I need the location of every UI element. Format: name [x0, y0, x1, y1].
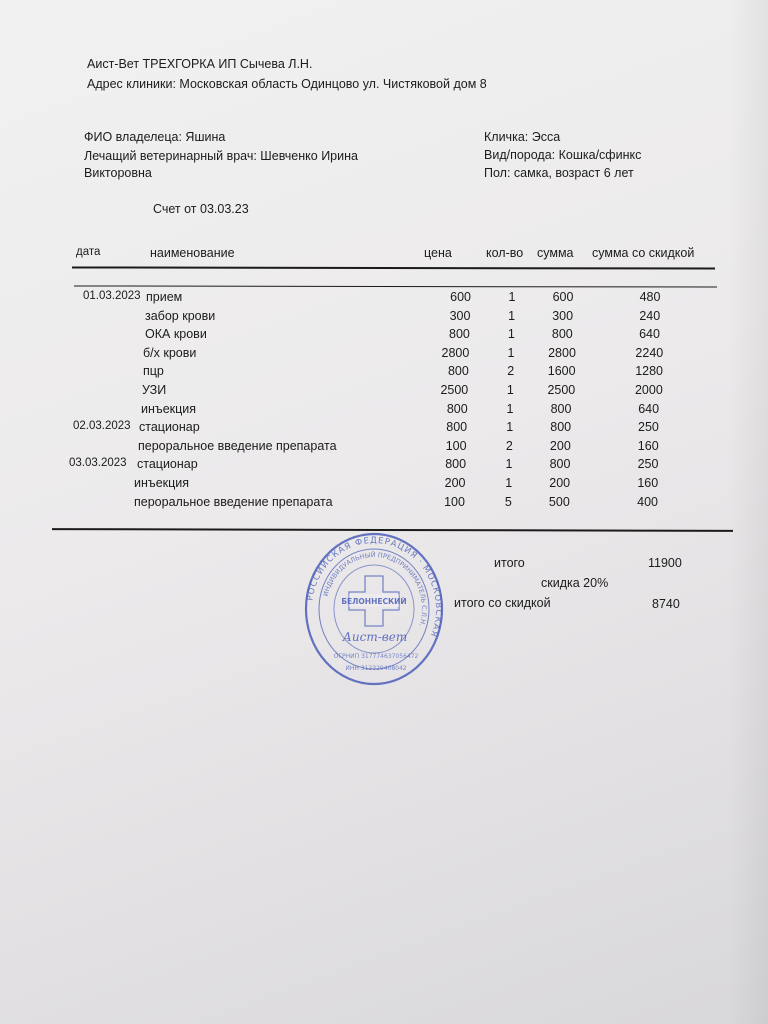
- cell-price: 100: [444, 494, 465, 509]
- cell-sum: 200: [549, 476, 571, 490]
- cell-sum: 2500: [547, 383, 576, 397]
- cell-sum-discount: 400: [637, 494, 658, 509]
- discounted-total-value: 8740: [652, 597, 680, 611]
- cell-sum: 2800: [548, 345, 576, 360]
- cell-name: инъекция: [134, 476, 190, 490]
- cell-sum: 300: [552, 308, 574, 323]
- cell-qty: 1: [508, 290, 516, 304]
- clinic-name: Аист-Вет ТРЕХГОРКА ИП Сычева Л.Н.: [87, 57, 313, 71]
- clinic-stamp: [303, 530, 445, 688]
- vet-line-cont: Викторовна: [84, 166, 152, 180]
- cell-date: 01.03.2023: [83, 290, 141, 302]
- cell-sum: 800: [550, 401, 572, 416]
- cell-sum: 500: [548, 494, 570, 509]
- discounted-total-label: итого со скидкой: [454, 596, 551, 610]
- cell-sum-discount: 480: [639, 290, 661, 304]
- cell-name: б/х крови: [143, 345, 197, 360]
- cell-name: пероральное введение препарата: [134, 494, 333, 509]
- page-shadow: [728, 0, 768, 1024]
- cell-qty: 2: [505, 438, 513, 453]
- stamp-inn: ИНН 312329408042: [345, 665, 407, 672]
- stamp-ogrnip: ОГРНИП 317774637056472: [333, 653, 419, 660]
- total-value: 11900: [648, 556, 682, 570]
- cell-sum-discount: 2000: [634, 383, 663, 397]
- cell-price: 200: [444, 476, 466, 490]
- cell-qty: 1: [507, 345, 515, 360]
- cell-sum-discount: 250: [637, 457, 659, 472]
- cell-sum-discount: 160: [637, 476, 659, 490]
- pet-name: Кличка: Эсса: [484, 130, 561, 144]
- cell-price: 800: [447, 364, 469, 379]
- cell-sum: 800: [550, 420, 572, 435]
- pet-breed: Вид/порода: Кошка/сфинкс: [484, 148, 642, 162]
- cell-name: инъекция: [141, 401, 197, 416]
- cell-sum-discount: 640: [638, 401, 660, 416]
- cell-sum-discount: 2240: [635, 345, 664, 360]
- stamp-inner-text: ИНДИВИДУАЛЬНЫЙ ПРЕДПРИНИМАТЕЛЬ С.Л.Н.: [321, 550, 429, 628]
- cell-qty: 1: [506, 420, 514, 435]
- cell-qty: 5: [504, 494, 512, 509]
- cell-qty: 2: [507, 364, 515, 379]
- cell-name: УЗИ: [142, 383, 167, 397]
- cell-qty: 1: [508, 308, 516, 323]
- discount-label: скидка 20%: [541, 576, 609, 590]
- owner-line: ФИО владелеца: Яшина: [84, 130, 226, 144]
- header-divider-thin: [74, 285, 717, 287]
- header-sum-discount: сумма со скидкой: [592, 246, 695, 260]
- svg-text:ИНДИВИДУАЛЬНЫЙ ПРЕДПРИНИМАТЕЛЬ: [322, 550, 429, 627]
- cell-qty: 1: [505, 457, 513, 472]
- header-price: цена: [424, 246, 452, 260]
- cell-name: прием: [146, 290, 183, 304]
- cell-price: 2500: [440, 383, 469, 397]
- cell-name: ОКА крови: [145, 327, 207, 342]
- header-sum: сумма: [537, 246, 574, 260]
- pet-sex-age: Пол: самка, возраст 6 лет: [484, 166, 634, 180]
- stamp-cross-text: БЕЛОННЕСКИЙ: [341, 597, 407, 606]
- cell-name: забор крови: [145, 308, 216, 323]
- cell-price: 2800: [441, 345, 470, 360]
- cell-sum-discount: 250: [638, 420, 659, 435]
- cell-name: стационар: [139, 420, 200, 435]
- cell-sum: 200: [549, 438, 571, 453]
- cell-price: 800: [449, 327, 470, 342]
- cell-date: 02.03.2023: [73, 420, 131, 433]
- cell-name: пцр: [143, 364, 164, 379]
- vet-line: Лечащий ветеринарный врач: Шевченко Ирина: [84, 149, 358, 163]
- invoice-title: Счет от 03.03.23: [153, 202, 249, 216]
- cell-sum: 800: [549, 457, 571, 472]
- cell-sum: 800: [551, 327, 573, 342]
- stamp-outer-text: РОССИЙСКАЯ ФЕДЕРАЦИЯ · МОСКОВСКАЯ: [305, 535, 444, 639]
- cell-sum-discount: 240: [639, 308, 661, 323]
- cell-date: 03.03.2023: [69, 457, 127, 470]
- header-qty: кол-во: [486, 246, 524, 260]
- cell-sum-discount: 160: [637, 438, 659, 453]
- cell-price: 600: [450, 290, 471, 304]
- cell-sum-discount: 640: [639, 327, 660, 342]
- cell-name: пероральное введение препарата: [138, 438, 337, 453]
- header-date: дата: [76, 246, 101, 258]
- cell-name: стационар: [137, 457, 198, 472]
- cell-price: 800: [446, 420, 468, 435]
- total-label: итого: [494, 556, 525, 570]
- cell-qty: 1: [506, 401, 514, 416]
- clinic-address: Адрес клиники: Московская область Одинцово ул. Чистяковой дом 8: [87, 77, 487, 91]
- cell-price: 300: [449, 308, 471, 323]
- header-name: наименование: [150, 246, 235, 260]
- cell-qty: 1: [506, 383, 514, 397]
- stamp-brand: Аист-вет: [342, 630, 408, 644]
- cell-price: 100: [445, 438, 467, 453]
- cell-sum: 600: [552, 290, 574, 304]
- cell-price: 800: [446, 401, 468, 416]
- cell-sum-discount: 1280: [635, 364, 664, 379]
- cell-qty: 1: [505, 476, 513, 490]
- cell-sum: 1600: [547, 364, 576, 379]
- header-divider-thick: [72, 266, 715, 269]
- cell-qty: 1: [507, 327, 515, 342]
- cell-price: 800: [445, 457, 467, 472]
